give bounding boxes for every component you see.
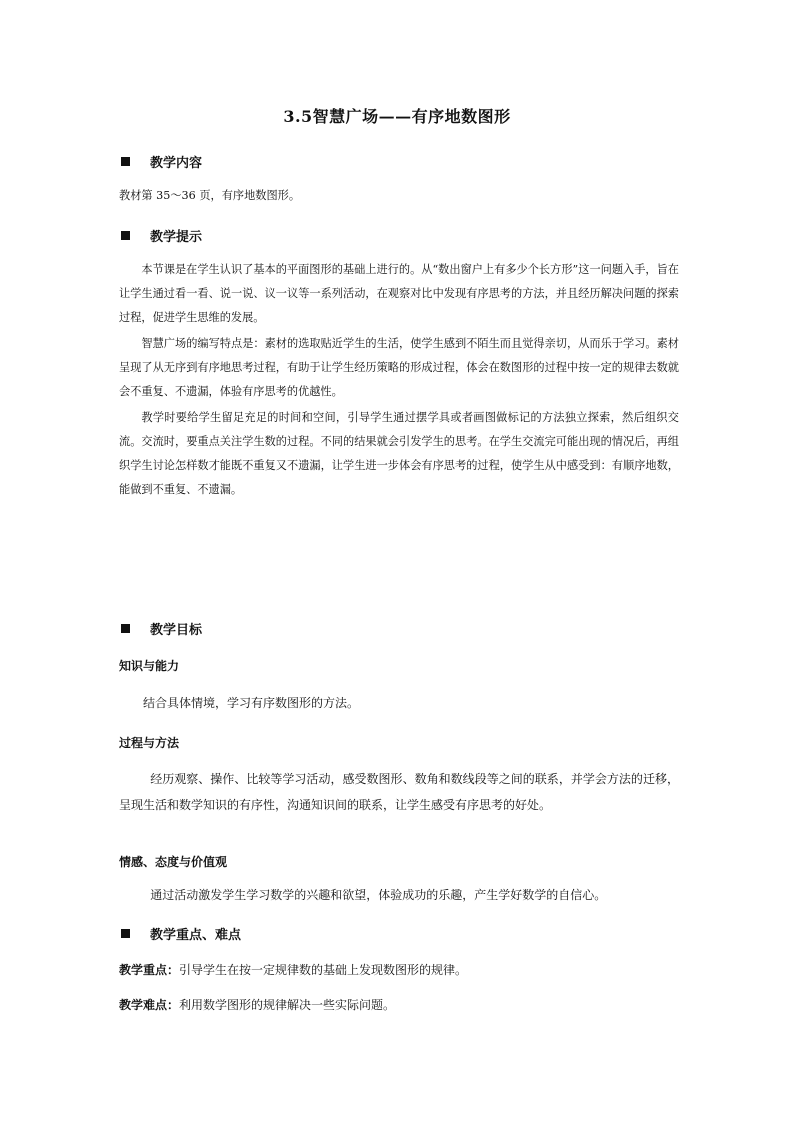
page-title: 3.5智慧广场——有序地数图形 [283, 107, 511, 126]
goal-text-attitude: 通过活动激发学生学习数学的兴趣和欲望，体验成功的乐趣，产生学好数学的自信心。 [150, 888, 607, 902]
goal-label-attitude: 情感、态度与价值观 [119, 855, 228, 869]
section-heading-key-points-label: 教学重点、难点 [150, 928, 242, 943]
section-heading-content [121, 152, 202, 171]
section-heading-hints-label: 教学提示 [150, 230, 203, 245]
goal-text-knowledge: 结合具体情境，学习有序数图形的方法。 [143, 696, 360, 710]
goal-text-process: 经历观察、操作、比较等学习活动，感受数图形、数角和数线段等之间的联系，并学会方法的迁移，呈现生活和数学知识的有序性，沟通知识间的联系，让学生感受有序思考的好处。 [119, 772, 679, 812]
hints-paragraph-1: 本节课是在学生认识了基本的平面图形的基础上进行的。从“数出窗户上有多少个长方形”这一问题入手，旨在让学生通过看一看、说一说、议一议等一系列活动，在观察对比中发现有序思考的方法，并且经历解决问题的探索过程，促进学生思维的发展。 [119, 263, 679, 324]
section-heading-goals [121, 619, 202, 638]
focus-text: 引导学生在按一定规律数的基础上发现数图形的规律。 [179, 963, 468, 977]
difficulty-label: 教学难点： [119, 998, 180, 1012]
section-heading-hints [121, 226, 202, 245]
section-heading-content-label: 教学内容 [150, 156, 203, 171]
square-bullet-icon [121, 929, 130, 938]
goal-label-process: 过程与方法 [119, 736, 180, 750]
square-bullet-icon [121, 231, 130, 240]
goal-label-knowledge: 知识与能力 [119, 659, 180, 673]
square-bullet-icon [121, 624, 130, 633]
focus-label: 教学重点： [119, 963, 180, 977]
section-heading-goals-label: 教学目标 [150, 623, 203, 638]
section-heading-key-points [121, 924, 241, 943]
key-point-difficulty [119, 996, 395, 1013]
difficulty-text: 利用数学图形的规律解决一些实际问题。 [179, 998, 396, 1012]
square-bullet-icon [121, 157, 130, 166]
key-point-focus [119, 961, 467, 978]
hints-paragraph-3: 教学时要给学生留足充足的时间和空间，引导学生通过摆学具或者画图做标记的方法独立探索，然后组织交流。交流时，要重点关注学生数的过程。不同的结果就会引发学生的思考。在学生交流完可能出现的情况后，再组织学生讨论怎样数才能既不重复又不遗漏，让学生进一步体会有序思考的过程，使学生从中感受到：有顺序地数，能做到不重复、不遗漏。 [119, 411, 679, 496]
hints-paragraph-2: 智慧广场的编写特点是：素材的选取贴近学生的生活，使学生感到不陌生而且觉得亲切，从而乐于学习。素材呈现了从无序到有序地思考过程，有助于让学生经历策略的形成过程，体会在数图形的过程中按一定的规律去数就会不重复、不遗漏，体验有序思考的优越性。 [119, 337, 679, 398]
content-text: 教材第 35～36 页，有序地数图形。 [119, 189, 301, 202]
